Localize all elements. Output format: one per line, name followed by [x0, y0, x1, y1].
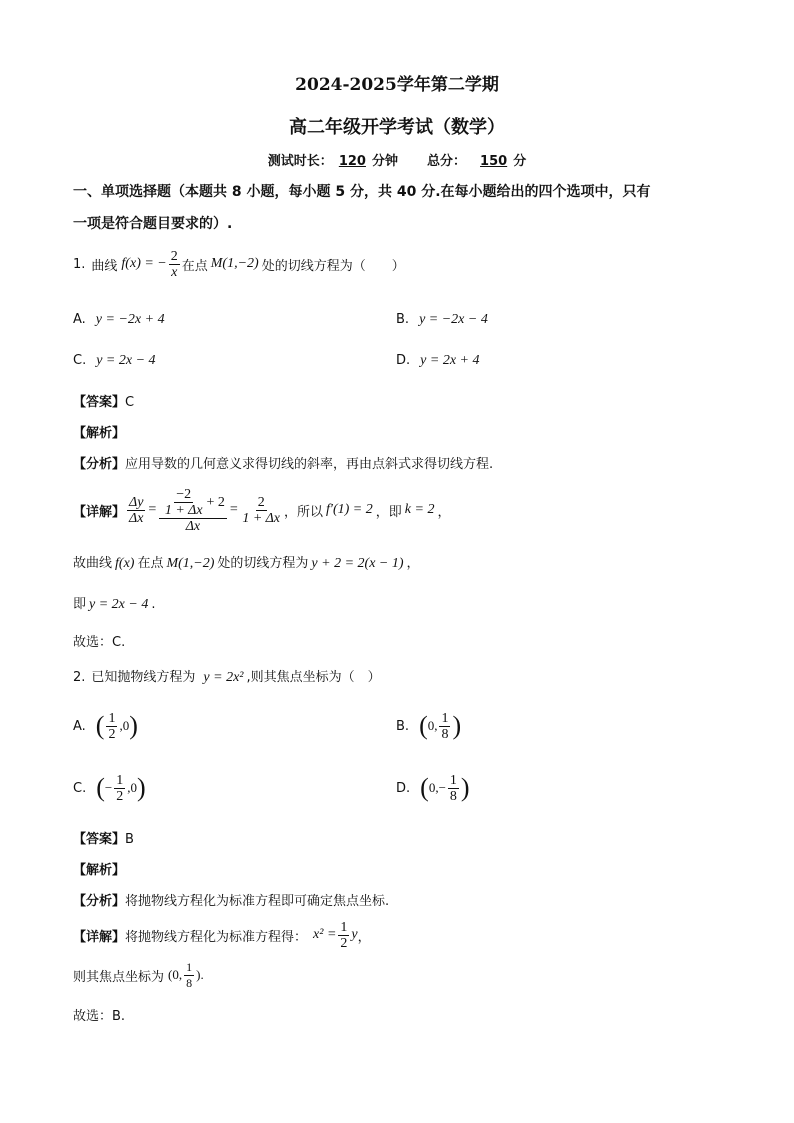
- q2-analysis-tag: 【解析】: [73, 863, 126, 878]
- stem-suffix: 处的切线方程为（ ）: [261, 258, 405, 274]
- q1-option-a: A. y = −2x + 4: [73, 312, 165, 327]
- score-unit: 分: [513, 154, 527, 169]
- time-unit: 分钟: [371, 154, 398, 169]
- stem-prefix: 曲线: [91, 258, 118, 274]
- q2-option-b: B. ( 0, $\frac{1}{8}$ ): [396, 710, 462, 742]
- xiangjie-tag: 【详解】: [73, 504, 126, 520]
- q2-choose: 故选：B.: [73, 1009, 126, 1024]
- result-fraction: $\frac{2}{1 + \Delta x}$: [242, 494, 281, 526]
- question-1-stem: [73, 244, 405, 284]
- time-value: 120: [338, 154, 366, 169]
- point-M: M(1,−2): [210, 256, 259, 271]
- section-heading-line2: 一项是符合题目要求的）.: [73, 216, 233, 232]
- q2-focus-line: 则其焦点坐标为 (0, $\frac{1}{8}$ ).: [73, 959, 204, 990]
- q1-option-c: C. y = 2x − 4: [73, 353, 156, 368]
- score-value: 150: [480, 154, 508, 169]
- exam-title-term: 2024-2025学年第二学期: [295, 75, 499, 95]
- q2-option-d: D. ( 0,− $\frac{1}{8}$ ): [396, 772, 470, 804]
- q2-answer: 【答案】B: [73, 832, 134, 847]
- exam-info-line: [0, 150, 794, 169]
- q1-choose: 故选：C.: [73, 635, 126, 650]
- dy-over-dx: $\frac{\Delta y}{\Delta x}$: [129, 494, 144, 526]
- q2-fenxi: 【分析】将抛物线方程化为标准方程即可确定焦点坐标.: [73, 894, 390, 909]
- q1-option-b: B. y = −2x − 4: [396, 312, 488, 327]
- q2-xiangjie: 【详解】 将抛物线方程化为标准方程得： x² = $\frac{1}{2}$ y ，: [73, 919, 371, 951]
- question-2-stem: 2. 已知抛物线方程为 y = 2x² ,则其焦点坐标为（ ）: [73, 670, 381, 685]
- q1-tangent-line: 故曲线 f(x) 在点 M(1,−2) 处的切线方程为 y + 2 = 2(x − 1) ，: [73, 556, 420, 571]
- question-number: 1.: [73, 256, 86, 272]
- section-heading-line1: 一、单项选择题（本题共 8 小题，每小题 5 分，共 40 分.在每小题给出的四个选项中，只有: [73, 184, 651, 200]
- slope-k: k = 2: [404, 502, 435, 517]
- score-label: 总分：: [427, 154, 467, 169]
- stem-mid: 在点: [181, 258, 208, 274]
- q2-option-c: C. ( − $\frac{1}{2}$ ,0 ): [73, 772, 146, 804]
- exam-title-subject: 高二年级开学考试（数学）: [289, 117, 505, 138]
- q1-xiangjie-formula: 【详解】 $\frac{\Delta y}{\Delta x}$ = $\frac{-2}{1 + \Delta x}$ + 2 Δx = $\frac{2}{1 + \Delta x}$ ，所以 f′(1) = 2 ，即 k = 2 ，: [73, 486, 451, 534]
- function-expr: f(x) = −: [121, 256, 167, 271]
- f-prime: f′(1) = 2: [326, 502, 373, 517]
- q1-analysis-tag: 【解析】: [73, 426, 126, 441]
- time-label: 测试时长：: [267, 154, 333, 169]
- q1-result-line: 即 y = 2x − 4 .: [73, 597, 156, 612]
- q1-option-d: D. y = 2x + 4: [396, 353, 480, 368]
- function-fraction: $\frac{2}{x}$: [170, 248, 178, 280]
- complex-fraction: $\frac{-2}{1 + \Delta x}$ + 2 Δx: [159, 487, 227, 534]
- q1-answer: 【答案】C: [73, 395, 135, 410]
- q2-option-a: A. ( $\frac{1}{2}$ ,0 ): [73, 710, 138, 742]
- q1-fenxi: 【分析】应用导数的几何意义求得切线的斜率，再由点斜式求得切线方程.: [73, 457, 494, 472]
